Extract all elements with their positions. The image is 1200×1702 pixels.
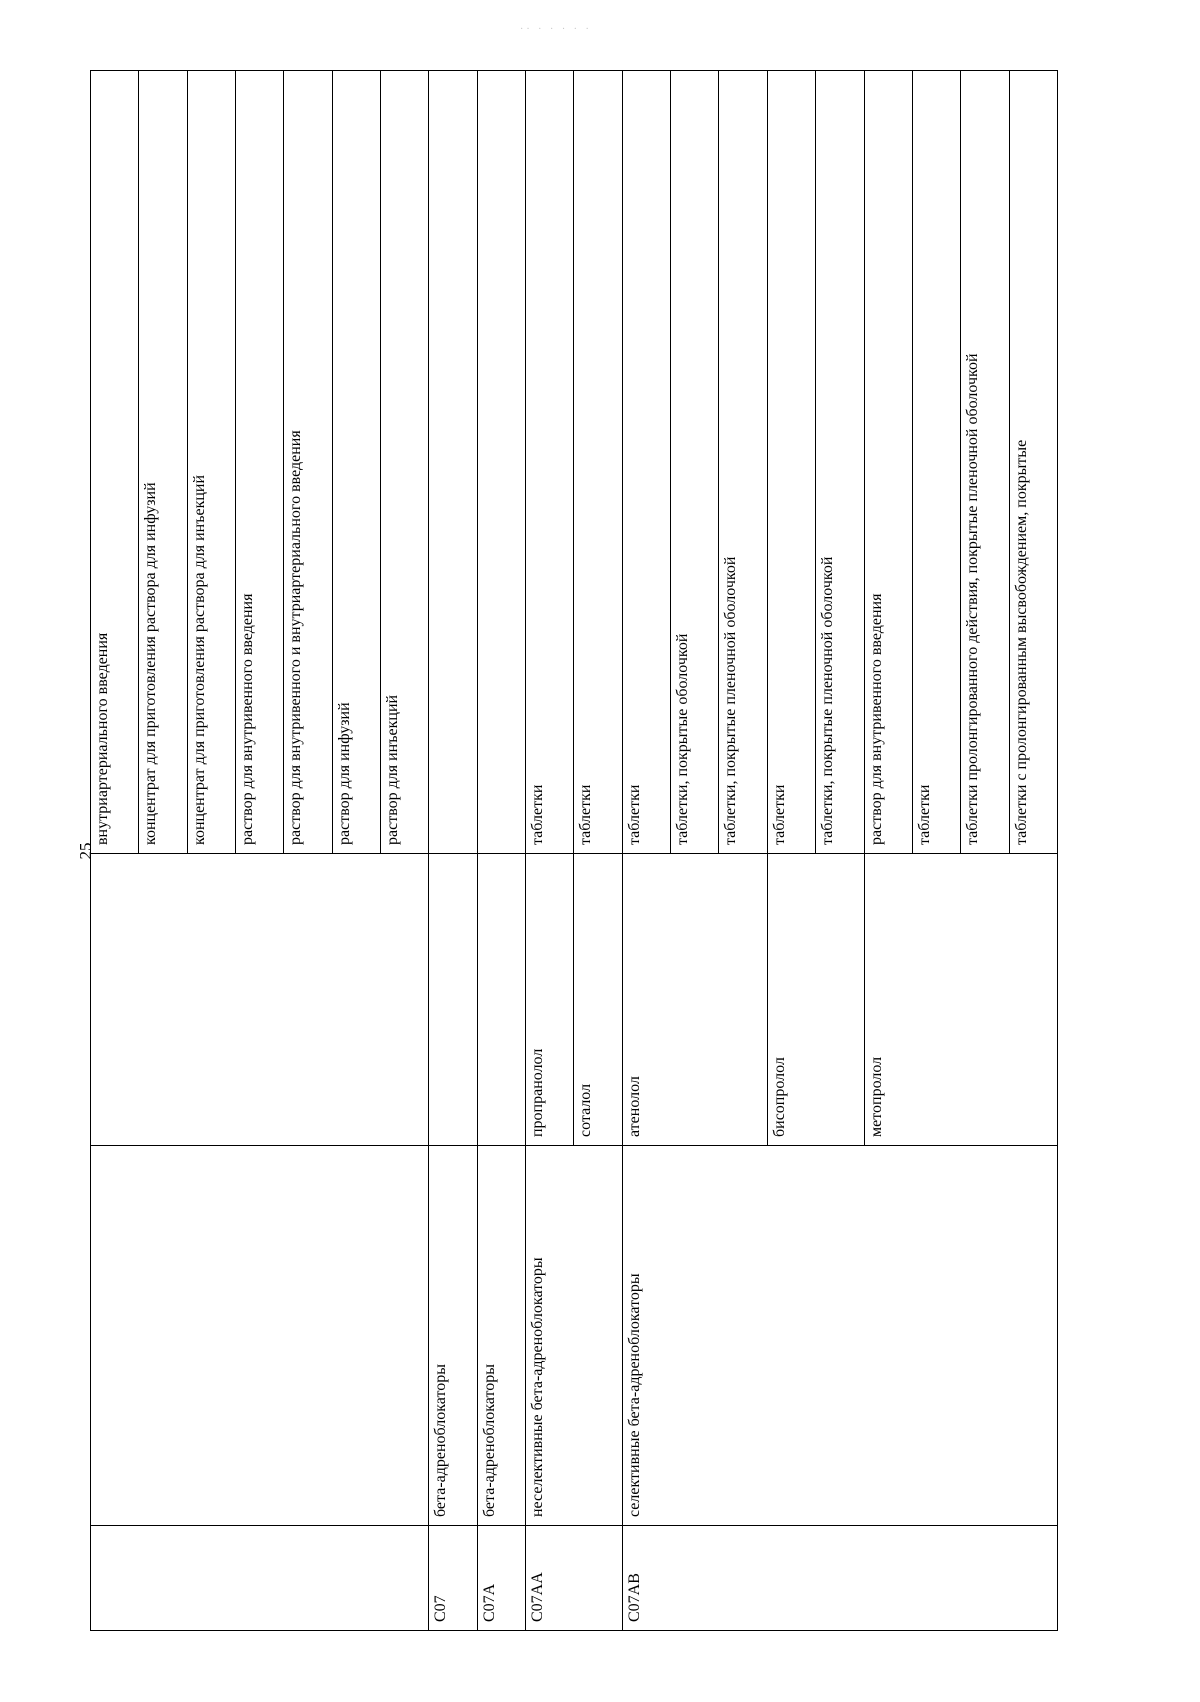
- inn-cell-empty: [429, 854, 477, 1146]
- form-cell: раствор для внутривенного введения: [236, 71, 284, 854]
- table-row: [526, 71, 574, 1631]
- code-cell-empty: [91, 1526, 429, 1631]
- form-cell: таблетки: [574, 71, 622, 854]
- inn-cell: метопролол: [864, 854, 1058, 1146]
- atc-code-cell: C07AB: [622, 1526, 1057, 1631]
- form-cell-empty: [429, 71, 477, 854]
- group-cell-empty: [91, 1146, 429, 1526]
- drug-classification-table: [90, 70, 1058, 1631]
- form-cell: раствор для внутривенного введения: [864, 71, 912, 854]
- form-cell: таблетки, покрытые оболочкой: [671, 71, 719, 854]
- form-cell-empty: [477, 71, 525, 854]
- form-cell: таблетки: [526, 71, 574, 854]
- inn-cell: бисопролол: [767, 854, 864, 1146]
- form-cell: таблетки: [767, 71, 815, 854]
- table-row: [622, 71, 670, 1631]
- inn-cell: соталол: [574, 854, 622, 1146]
- form-cell: таблетки: [622, 71, 670, 854]
- inn-cell: пропранолол: [526, 854, 574, 1146]
- form-cell: таблетки пролонгированного действия, покрытые пленочной оболочкой: [961, 71, 1009, 854]
- form-cell: концентрат для приготовления раствора для инъекций: [187, 71, 235, 854]
- atc-group-cell: бета-адреноблокаторы: [429, 1146, 477, 1526]
- inn-cell-empty: [477, 854, 525, 1146]
- form-cell: таблетки: [912, 71, 960, 854]
- form-cell: таблетки, покрытые пленочной оболочкой: [816, 71, 864, 854]
- table-row: [429, 71, 477, 1631]
- inn-cell: атенолол: [622, 854, 767, 1146]
- inn-cell-empty: [91, 854, 429, 1146]
- atc-group-cell: бета-адреноблокаторы: [477, 1146, 525, 1526]
- form-cell: раствор для инфузий: [332, 71, 380, 854]
- form-cell: концентрат для приготовления раствора для инфузий: [139, 71, 187, 854]
- atc-group-cell: неселективные бета-адреноблокаторы: [526, 1146, 623, 1526]
- drug-table-frame: [90, 71, 1058, 1631]
- form-cell: раствор для внутривенного и внутриартериального введения: [284, 71, 332, 854]
- form-cell: таблетки, покрытые пленочной оболочкой: [719, 71, 767, 854]
- table-row: [91, 71, 139, 1631]
- page-number: 25: [76, 842, 95, 860]
- form-cell: таблетки с пролонгированным высвобождением, покрытые: [1009, 71, 1057, 854]
- form-cell: раствор для инъекций: [381, 71, 429, 854]
- atc-group-cell: селективные бета-адреноблокаторы: [622, 1146, 1057, 1526]
- scan-noise: ·· · · · · ·: [520, 24, 592, 35]
- atc-code-cell: C07: [429, 1526, 477, 1631]
- atc-code-cell: C07AA: [526, 1526, 623, 1631]
- table-row: [477, 71, 525, 1631]
- atc-code-cell: C07A: [477, 1526, 525, 1631]
- form-cell: внутриартериального введения: [91, 71, 139, 854]
